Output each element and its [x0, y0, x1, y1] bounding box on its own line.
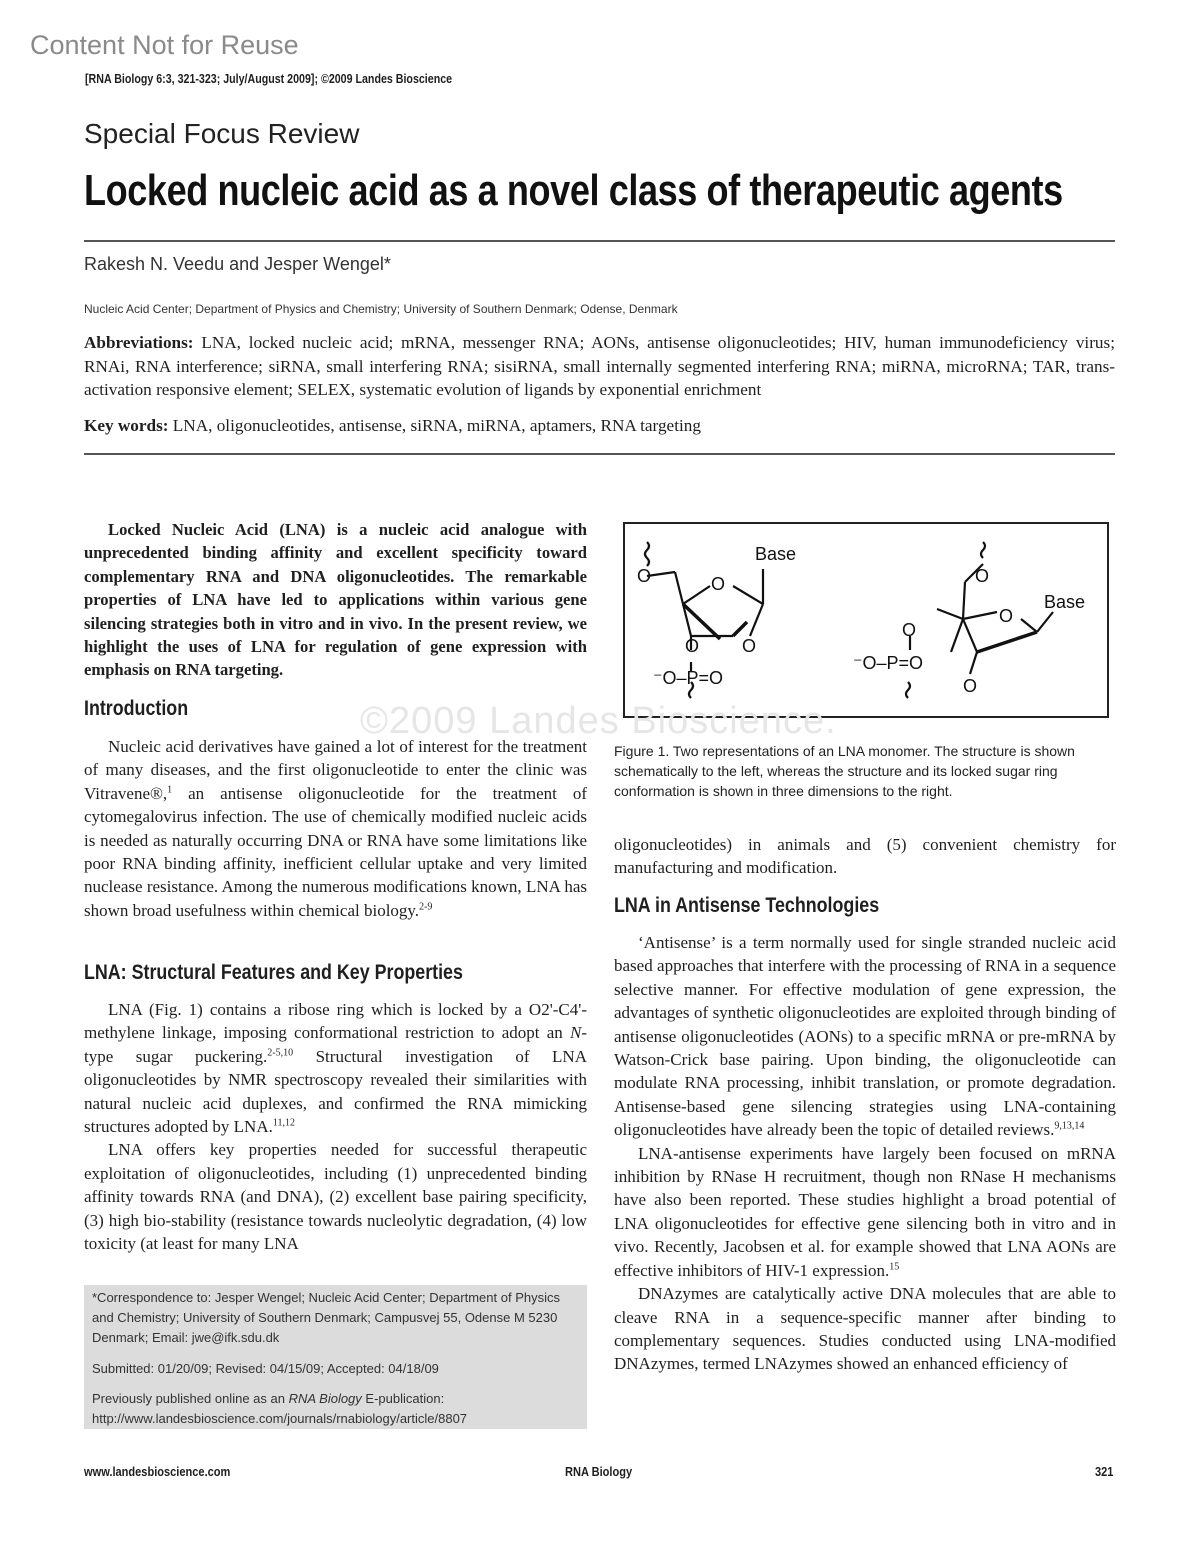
antisense-text: ‘Antisense’ is a term normally used for single stranded nucleic acid based approaches that interfere with the processing of RNA in a sequence selective manner. For effective modulation of gene expression, the advantages of synthetic oligonucleotides are exploited through binding of antisense oligonucleotides (AONs) to a specific mRNA or pre-mRNA by Watson-Crick base pairing. Upon binding, the oligonucleotide can modulate RNA processing, inhibit translation, or promote degradation. Antisense-based gene silencing strategies using LNA-containing oligonucleotides have already been the topic of detailed reviews.$^{9,13,14}$ LNA-antisense experiments have largely been focused on mRNA inhibition by RNase H recruitment, though non RNase H mechanisms have also been reported. These studies highlight a broad potential of LNA oligonucleotides for effective gene silencing both in vitro and in vivo. Recently, Jacobsen et al. for example showed that LNA AONs are effective inhibitors of HIV-1 expression.$^{15}$ DNAzymes are catalytically active DNA molecules that are able to cleave RNA in a sequence-specific manner after binding to complementary sequences. Studies conducted using LNA-modified DNAzymes, termed LNAzymes showed an enhanced efficiency of — [614, 933, 1116, 1374]
figure-caption: Figure 1. Two representations of an LNA monomer. The structure is shown schematically to the left, whereas the structure and its locked sugar ring conformation is shown in three dimensions to the right. — [614, 743, 1075, 799]
structural-text: LNA (Fig. 1) contains a ribose ring which is locked by a O2'-C4'-methylene linkage, imposing conformational restriction to adopt an N-type sugar puckering.$^{2-5,10}$ Structural investigation of LNA oligonucleotides by NMR spectroscopy revealed their similarities with natural nucleic acid duplexes, and confirmed the RNA mimicking structures adopted by LNA.$^{11,12}$ LNA offers key properties needed for successful therapeutic exploitation of oligonucleotides, including (1) unprecedented binding affinity towards RNA (and DNA), (2) excellent base pairing specificity, (3) high bio-stability (resistance towards nucleolytic degradation, (4) low toxicity (at least for many LNA — [84, 1000, 587, 1254]
keywords — [84, 414, 1115, 438]
heading-structural-features: LNA: Structural Features and Key Properties — [84, 961, 463, 984]
introduction-text: Nucleic acid derivatives have gained a lot of interest for the treatment of many diseases, and the first oligonucleotide to enter the clinic was Vitravene®,$^1$ an antisense oligonucleotide for the treatment of cytomegalovirus infection. The use of chemically modified nucleic acids is needed as naturally occurring DNA or RNA have some limitations like poor RNA binding affinity, inefficient cellular uptake and very limited nuclease resistance. Among the numerous modifications known, LNA has shown broad usefulness within chemical biology.$^{2-9}$ — [84, 737, 587, 920]
abbreviations-text: LNA, locked nucleic acid; mRNA, messenger RNA; AONs, antisense oligonucleotides; HIV, human immunodeficiency virus; RNAi, RNA interference; siRNA, small interfering RNA; sisiRNA, small internally segmented interfering RNA; miRNA, microRNA; TAR, trans-activation responsive element; SELEX, systematic evolution of ligands by exponential enrichment — [84, 333, 1115, 399]
left-base-label: Base — [755, 544, 797, 564]
left-o4: O — [711, 574, 726, 594]
article-title: Locked nucleic acid as a novel class of therapeutic agents — [84, 166, 1063, 215]
left-structure-labels — [637, 544, 796, 688]
keywords-label: Key words: — [84, 416, 169, 435]
footer-journal: RNA Biology — [565, 1464, 633, 1479]
watermark: ©2009 Landes Bioscience. — [360, 700, 837, 742]
abbreviations — [84, 331, 1115, 402]
right-o2: O — [963, 676, 978, 696]
left-o2: O — [742, 636, 757, 656]
figure-1 — [623, 522, 1109, 718]
footer-page-number: 321 — [1095, 1464, 1114, 1479]
right-phosphate: ⁻O–P=O — [853, 653, 924, 673]
lna-structures — [625, 524, 1107, 716]
footer-website[interactable]: www.landesbioscience.com — [84, 1464, 231, 1479]
abstract-text: Locked Nucleic Acid (LNA) is a nucleic acid analogue with unprecedented binding affinity and excellent specificity toward complementary RNA and DNA oligonucleotides. The remarkable properties of LNA have led to applications within various gene silencing strategies both in vitro and in vivo. In the present review, we highlight the uses of LNA for regulation of gene expression with emphasis on RNA targeting. — [84, 520, 587, 680]
left-o3: O — [685, 636, 700, 656]
correspondence-box — [84, 1285, 587, 1429]
affiliation: Nucleic Acid Center; Department of Physics and Chemistry; University of Southern Denmark; Odense, Denmark — [84, 302, 678, 316]
right-base-label: Base — [1044, 592, 1086, 612]
abstract — [84, 518, 587, 682]
right-o4: O — [999, 606, 1014, 626]
article-url[interactable]: http://www.landesbioscience.com/journals/rnabiology/article/8807 — [92, 1411, 468, 1426]
header-rule-bottom — [84, 453, 1115, 455]
heading-antisense: LNA in Antisense Technologies — [614, 894, 880, 917]
correspondence-text: *Correspondence to: Jesper Wengel; Nucleic Acid Center; Department of Physics and Chemistry; University of Southern Denmark; Campusvej 55, Odense M 5230 Denmark; Email: jwe@ifk.sdu.dk — [92, 1290, 560, 1345]
correspondence-dates: Submitted: 01/20/09; Revised: 04/15/09; Accepted: 04/18/09 — [92, 1361, 439, 1376]
heading-introduction: Introduction — [84, 697, 189, 720]
abbreviations-label: Abbreviations: — [84, 333, 194, 352]
left-phosphate: ⁻O–P=O — [653, 668, 724, 688]
right-o3: O — [902, 620, 917, 640]
left-o5: O — [637, 566, 652, 586]
header-rule-top — [84, 240, 1115, 242]
authors: Rakesh N. Veedu and Jesper Wengel* — [84, 254, 391, 274]
right-column-continuation: oligonucleotides) in animals and (5) convenient chemistry for manufacturing and modification. — [614, 835, 1116, 878]
keywords-text: LNA, oligonucleotides, antisense, siRNA, miRNA, aptamers, RNA targeting — [172, 416, 701, 435]
right-o5: O — [975, 566, 990, 586]
section-label: Special Focus Review — [84, 118, 360, 149]
correspondence-published: Previously published online as an RNA Biology E-publication: http://www.landesbioscience.com/journals/rnabiology/article/8807 — [92, 1391, 468, 1426]
journal-citation: [RNA Biology 6:3, 321-323; July/August 2009]; ©2009 Landes Bioscience — [85, 71, 453, 86]
reuse-notice: Content Not for Reuse — [30, 30, 299, 60]
